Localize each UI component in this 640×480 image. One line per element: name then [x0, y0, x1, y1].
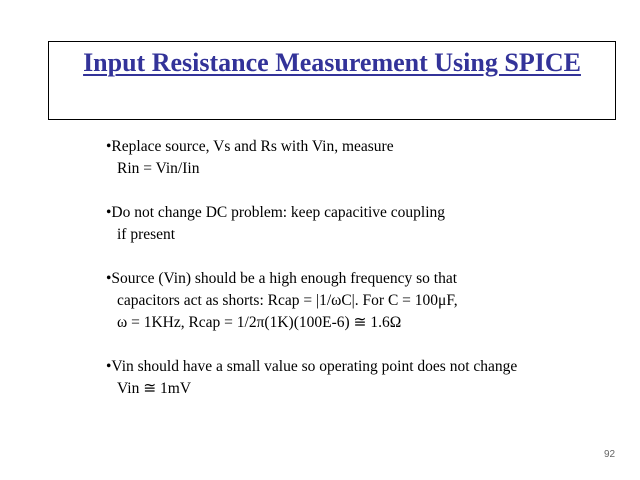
bullet-item — [106, 356, 616, 400]
bullet-item — [106, 268, 616, 334]
slide-title: Input Resistance Measurement Using SPICE — [83, 48, 581, 77]
bullet-line: if present — [117, 226, 176, 243]
bullet-line: capacitors act as shorts: Rcap = |1/ωC|. For C = 100μF, — [117, 292, 458, 309]
bullet-line: Rin = Vin/Iin — [117, 160, 200, 177]
bullet-item — [106, 202, 616, 246]
page-number: 92 — [604, 449, 616, 460]
bullet-item — [106, 136, 616, 180]
bullet-line: ω = 1KHz, Rcap = 1/2π(1K)(100E-6) ≅ 1.6Ω — [117, 314, 402, 331]
bullet-line: •Vin should have a small value so operating point does not change — [106, 358, 518, 375]
bullet-line: •Source (Vin) should be a high enough frequency so that — [106, 270, 458, 287]
title-box — [48, 41, 616, 120]
bullet-line: •Do not change DC problem: keep capacitive coupling — [106, 204, 446, 221]
bullet-line: Vin ≅ 1mV — [117, 380, 192, 397]
bullet-list — [106, 136, 616, 422]
bullet-line: •Replace source, Vs and Rs with Vin, measure — [106, 138, 394, 155]
